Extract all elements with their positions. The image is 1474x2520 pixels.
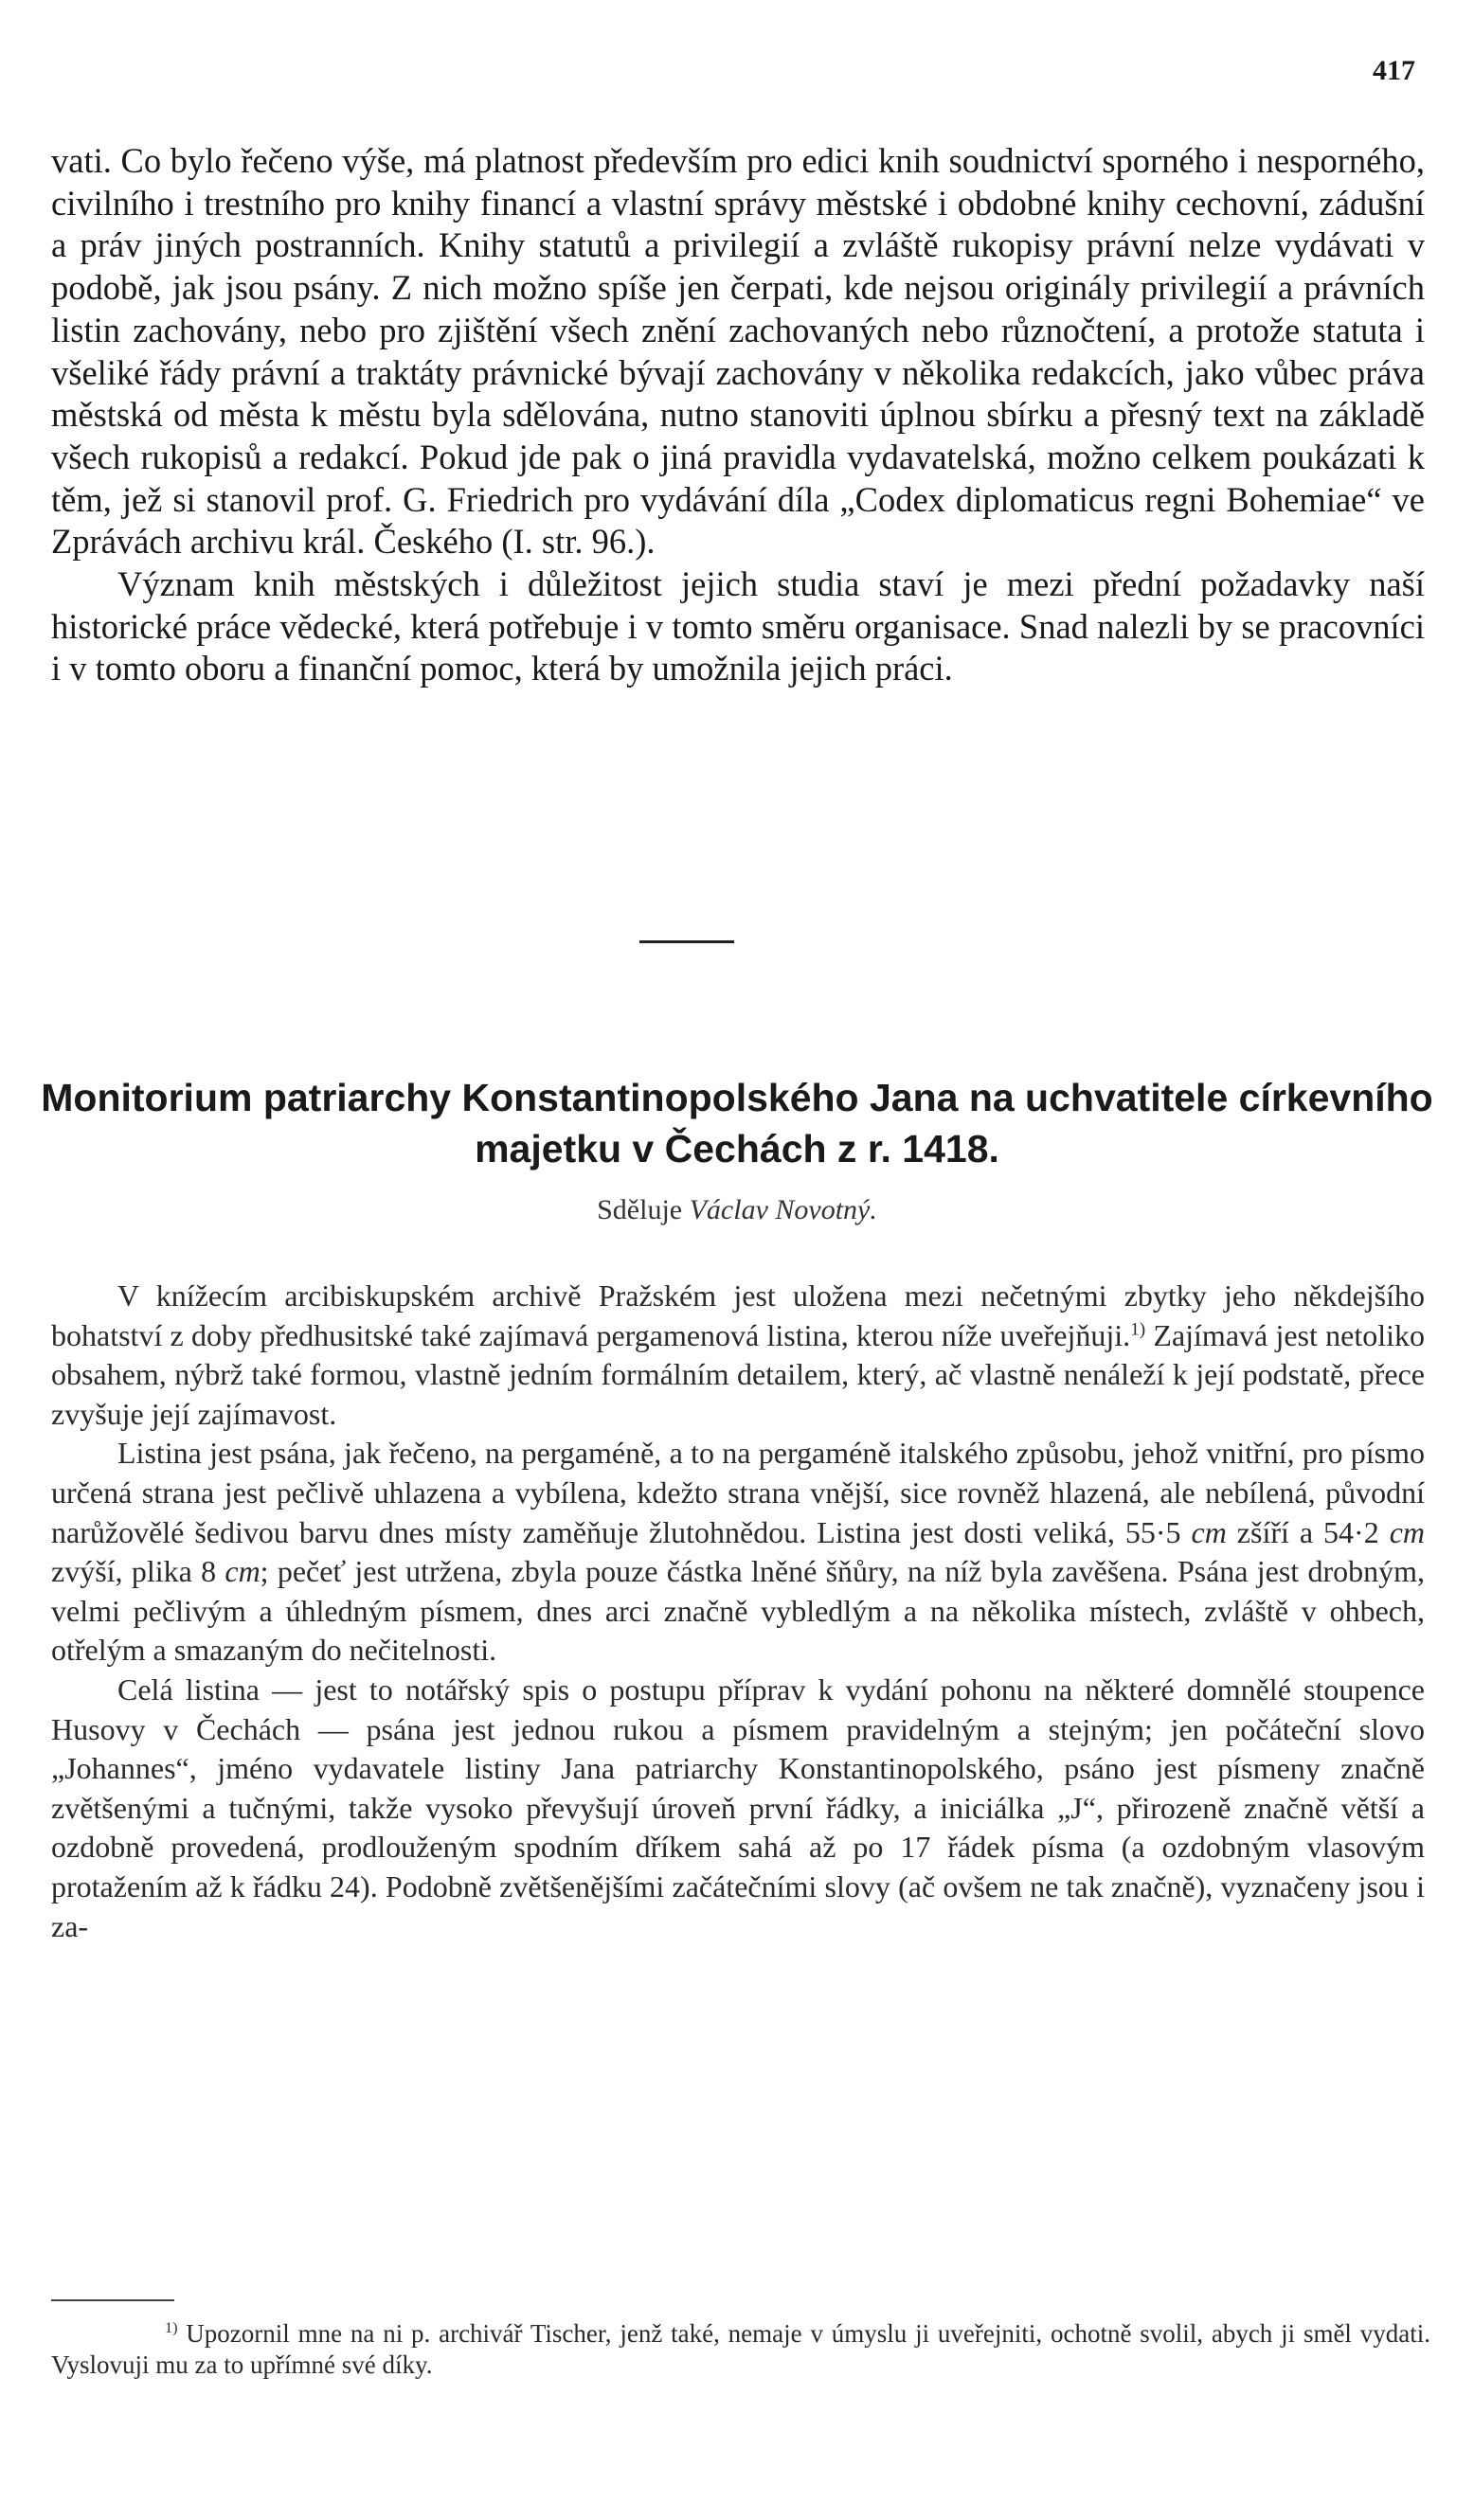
byline-prefix: Sděluje [597,1194,683,1225]
page-number: 417 [1373,55,1415,86]
article-byline [0,1194,1474,1226]
unit-cm-2: cm [1389,1514,1426,1549]
previous-paragraph-1: vati. Co bylo řečeno výše, má platnost především pro edici knih soudnictví sporného i nesporného, civilního i trestního pro knihy financí a vlastní správy městské i obdobné knihy cechovní, zádušní a práv jiných postranních. Knihy statutů a privilegií a zvláště rukopisy právní nelze vydávati v podobě, jak jsou psány. Z nich možno spíše jen čerpati, kde nejsou originály privilegií a právních listin zachovány, nebo pro zjištění všech znění zachovaných nebo různočtení, a protože statuta i všeliké řády právní a traktáty právnické bývají zachovány v několika redakcích, jako vůbec práva městská od města k městu byla sdělována, nutno stanoviti úplnou sbírku a přesný text na základě všech rukopisů a redakcí. Pokud jde pak o jiná pravidla vydavatelská, možno celkem poukázati k těm, jež si stanovil prof. G. Friedrich pro vydávání díla „Codex diplomaticus regni Bohemiae“ ve Zprávách archivu král. Českého (I. str. 96.). [51,141,1425,562]
article-paragraph-2 [51,1434,1425,1671]
unit-cm-3: cm [225,1554,261,1589]
paragraph-1-text-a: V knížecím arcibiskupském archivě Pražském jest uložena mezi nečetnými zbytky jeho někdejšího bohatství z doby předhusitské také zajímavá pergamenová listina, kterou níže uveřejňuji. [51,1278,1425,1352]
article-paragraph-1 [51,1277,1425,1434]
paragraph-2-text-c: zvýší, plika 8 [51,1554,225,1589]
paragraph-2-text-a: Listina jest psána, jak řečeno, na pergaméně, a to na pergaméně italského způsobu, jehož vnitřní, pro písmo určená strana jest pečlivě uhlazena a vybílena, kdežto strana vnější, sice rovněž hlazená, ale nebílená, původní narůžovělé šedivou barvu dnes místy zaměňuje žlutohnědou. Listina jest dosti veliká, 55·5 [51,1436,1425,1549]
footnote: $^{1)}$ Upozornil mne na ni p. archivář Tischer, jenž také, nemaje v úmyslu ji uveřejniti, ochotně svolil, abych ji směl vydati. Vyslovuji mu za to upřímné své díky. [51,2319,1430,2379]
byline-author: Václav Novotný. [689,1194,877,1225]
paragraph-2-text-d: ; pečeť jest utržena, zbyla pouze částka lněné šňůry, na níž byla zavěšena. Psána jest drobným, velmi pečlivým a úhledným písmem, dnes arci značně vybledlým a na několika místech, zvláště v ohbech, otřelým a smazaným do nečitelnosti. [51,1554,1426,1668]
article-paragraph-3: Celá listina — jest to notářský spis o postupu příprav k vydání pohonu na některé domnělé stoupence Husovy v Čechách — psána jest jednou rukou a písmem pravidelným a stejným; jen počáteční slovo „Johannes“, jméno vydavatele listiny Jana patriarchy Konstantinopolského, psáno jest písmeny značně zvětšenými a tučnými, takže vysoko převyšují úroveň první řádky, a iniciálka „J“, přirozeně značně větší a ozdobně provedená, prodlouženým spodním dříkem sahá až po 17 řádek písma (a ozdobným vlasovým protažením až k řádku 24). Podobně zvětšenějšími začátečními slovy (ač ovšem ne tak značně), vyznačeny jsou i za- [51,1671,1425,1943]
footnote-reference: 1) [1130,1318,1146,1339]
unit-cm-1: cm [1191,1514,1227,1549]
paragraph-2-text-b: zšíří a 54·2 [1226,1514,1390,1549]
paragraph-1-text-b: Zajímavá jest netoliko obsahem, nýbrž také formou, vlastně jedním formálním detailem, který, ač vlastně nenáleží k její podstatě, přece zvyšuje její zajímavost. [51,1317,1426,1431]
section-divider [639,940,734,943]
article-title: Monitorium patriarchy Konstantinopolského Jana na uchvatitele církevního majetku v Čechách z r. 1418. [41,1076,1433,1171]
previous-article-text [51,140,1425,690]
previous-paragraph-2: Význam knih městských i důležitost jejich studia staví je mezi přední požadavky naší historické práce vědecké, která potřebuje i v tomto směru organisace. Snad nalezli by se pracovníci i v tomto oboru a finanční pomoc, která by umožnila jejich práci. [51,564,1425,688]
footnote-text: Upozornil mne na ni p. archivář Tischer, jenž také, nemaje v úmyslu ji uveřejniti, ochotně svolil, abych ji směl vydati. Vyslovuji mu za to upřímné své díky. [51,2319,1430,2379]
article-body [51,1277,1425,1946]
footnote-divider [51,2299,174,2301]
